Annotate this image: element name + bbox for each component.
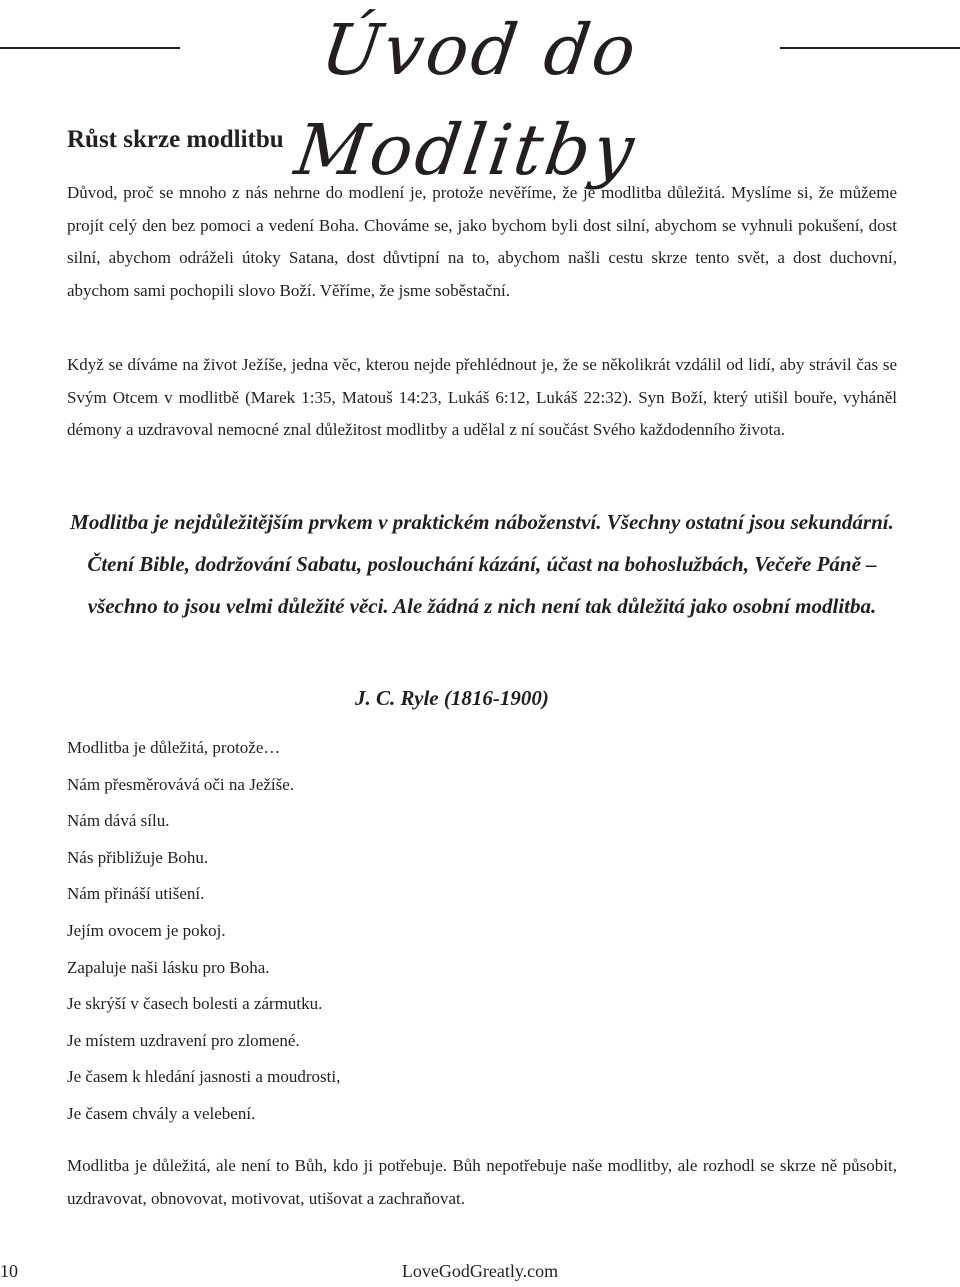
paragraph-closing: Modlitba je důležitá, ale není to Bůh, kdo ji potřebuje. Bůh nepotřebuje naše modlitby, ale rozhodl se skrze ně působit, uzdravovat, obnovovat, motivovat, utišovat a zachraňovat. [67, 1156, 897, 1208]
section-title: Růst skrze modlitbu [67, 126, 284, 153]
list-item: Jejím ovocem je pokoj. [67, 920, 226, 940]
quote-author: J. C. Ryle (1816-1900) [355, 686, 549, 710]
reasons-list [67, 730, 340, 1133]
footer-website: LoveGodGreatly.com [401, 1261, 559, 1281]
paragraph-intro: Důvod, proč se mnoho z nás nehrne do modlení je, protože nevěříme, že je modlitba důležitá. Myslíme si, že můžeme projít celý den bez pomoci a vedení Boha. Chováme se, jako bychom byli dost silní, abychom se vyhnuli pokušení, dost silní, abychom odráželi útoky Satana, dost důvtipní na to, abychom našli cestu skrze tento svět, a dost duchovní, abychom sami pochopili slovo Boží. Věříme, že jsme soběstační. [67, 183, 897, 300]
page-title: Úvod do Modlitby [290, 9, 644, 191]
list-item: Je časem k hledání jasnosti a moudrosti, [67, 1067, 341, 1087]
list-item: Modlitba je důležitá, protože… [67, 738, 281, 757]
paragraph-jesus: Když se díváme na život Ježíše, jedna věc, kterou nejde přehlédnout je, že se několikrát vzdálil od lidí, aby strávil čas se Svým Otcem v modlitbě (Marek 1:35, Matouš 14:23, Lukáš 6:12, Lukáš 22:32). Syn Boží, který utišil bouře, vyháněl démony a uzdravoval nemocné znal důležitost modlitby a udělal z ní součást Svého každodenního života. [67, 355, 897, 439]
list-item: Nám dává sílu. [67, 811, 170, 831]
header-rule-left [0, 47, 180, 49]
list-item: Je místem uzdravení pro zlomené. [67, 1030, 300, 1050]
pull-quote: Modlitba je nejdůležitějším prvkem v praktickém náboženství. Všechny ostatní jsou sekundární. Čtení Bible, dodržování Sabatu, poslouchání kázání, účast na bohoslužbách, Večeře Páně – všechno to jsou velmi důležité věci. Ale žádná z nich není tak důležitá jako osobní modlitba. [70, 510, 894, 618]
list-item: Je časem chvály a velebení. [67, 1103, 256, 1123]
list-item: Zapaluje naši lásku pro Boha. [67, 957, 270, 977]
list-item: Nás přibližuje Bohu. [67, 847, 209, 867]
list-item: Je skrýší v časech bolesti a zármutku. [67, 994, 323, 1014]
list-item: Nám přesměrovává oči na Ježíše. [67, 774, 295, 794]
list-item: Nám přináší utišení. [67, 884, 205, 904]
page-number: 10 [0, 1261, 18, 1281]
header-rule-right [780, 47, 960, 49]
